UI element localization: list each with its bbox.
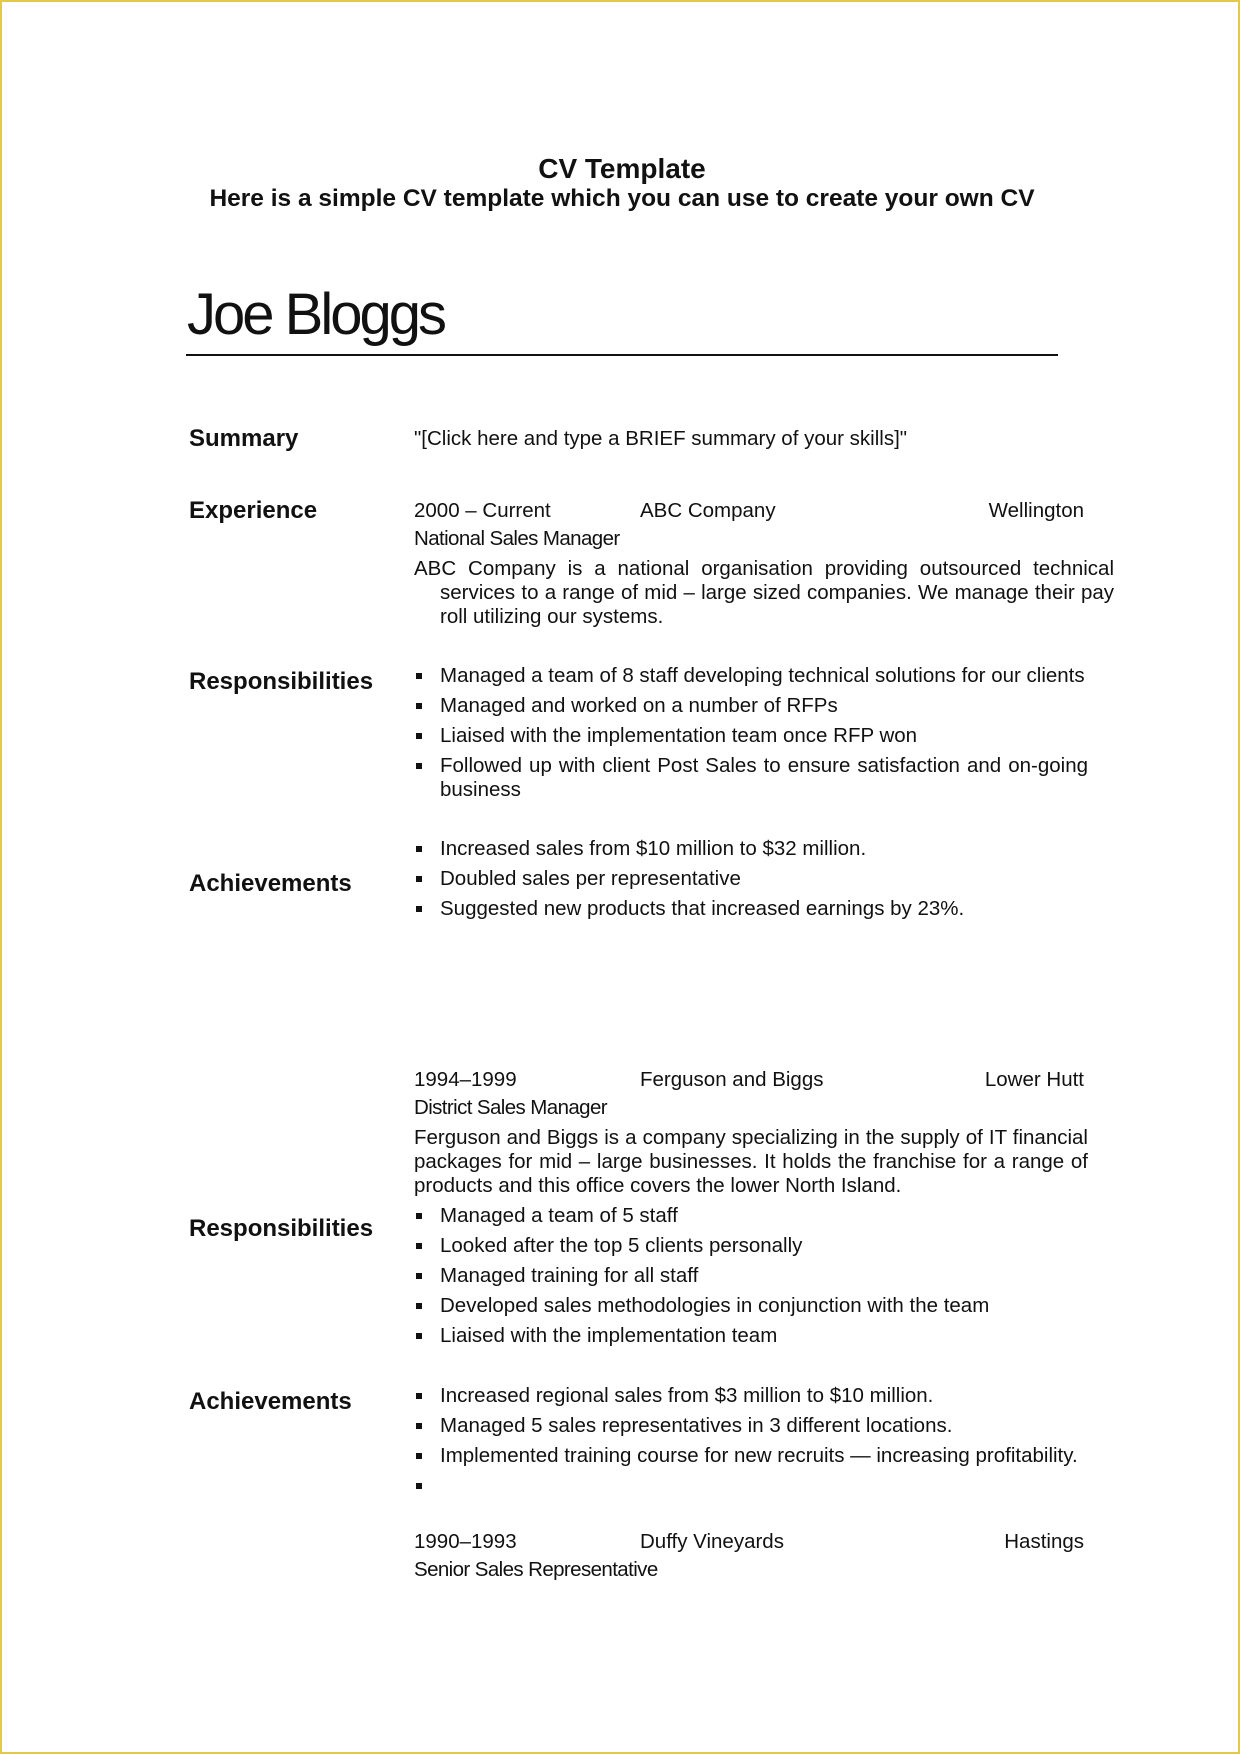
bullet-icon: [416, 906, 422, 912]
job-3-location: Hastings: [1004, 1530, 1084, 1553]
list-item: Increased regional sales from $3 million to $10 million.: [414, 1384, 1088, 1408]
list-item: Managed and worked on a number of RFPs: [414, 694, 1088, 718]
job-2-achievements-list: [414, 1384, 1088, 1504]
job-1-title: National Sales Manager: [414, 527, 620, 550]
bullet-icon: [416, 763, 422, 769]
candidate-name: Joe Bloggs: [187, 282, 444, 347]
job-1-company: ABC Company: [640, 499, 776, 522]
bullet-icon: [416, 1243, 422, 1249]
summary-label: Summary: [189, 425, 299, 452]
document-subtitle: Here is a simple CV template which you can use to create your own CV: [209, 185, 1035, 212]
list-item: Suggested new products that increased earnings by 23%.: [414, 897, 1088, 921]
bullet-icon: [416, 1303, 422, 1309]
bullet-icon: [416, 733, 422, 739]
bullet-icon: [416, 673, 422, 679]
job-2-responsibilities-label: Responsibilities: [189, 1215, 374, 1242]
bullet-icon: [416, 1453, 422, 1459]
job-1-dates: 2000 – Current: [414, 499, 551, 522]
bullet-icon: [416, 876, 422, 882]
list-item: Followed up with client Post Sales to ensure satisfaction and on-going business: [414, 754, 1088, 802]
list-item: [414, 1474, 1088, 1498]
job-3-title: Senior Sales Representative: [414, 1558, 658, 1581]
job-2-company: Ferguson and Biggs: [640, 1068, 824, 1091]
list-item: Increased sales from $10 million to $32 million.: [414, 837, 1088, 861]
job-2-responsibilities-list: [414, 1204, 1088, 1354]
name-divider: [186, 354, 1058, 356]
list-item: Managed a team of 8 staff developing technical solutions for our clients: [414, 664, 1088, 688]
list-item: Doubled sales per representative: [414, 867, 1088, 891]
bullet-icon: [416, 1273, 422, 1279]
bullet-icon: [416, 1213, 422, 1219]
job-1-location: Wellington: [988, 499, 1084, 522]
list-item: Implemented training course for new recruits — increasing profitability.: [414, 1444, 1088, 1468]
list-item: Managed 5 sales representatives in 3 different locations.: [414, 1414, 1088, 1438]
bullet-icon: [416, 1423, 422, 1429]
job-1-responsibilities-label: Responsibilities: [189, 668, 374, 695]
bullet-icon: [416, 703, 422, 709]
list-item: Managed a team of 5 staff: [414, 1204, 1088, 1228]
list-item: Liaised with the implementation team: [414, 1324, 1088, 1348]
summary-text[interactable]: "[Click here and type a BRIEF summary of your skills]": [414, 427, 908, 450]
document-title: CV Template: [538, 153, 706, 184]
list-item: Managed training for all staff: [414, 1264, 1088, 1288]
bullet-icon: [416, 1393, 422, 1399]
list-item: Developed sales methodologies in conjunction with the team: [414, 1294, 1088, 1318]
job-2-achievements-label: Achievements: [189, 1388, 352, 1415]
job-1-achievements-label: Achievements: [189, 870, 352, 897]
job-2-dates: 1994–1999: [414, 1068, 517, 1091]
bullet-icon: [416, 1333, 422, 1339]
list-item: Looked after the top 5 clients personally: [414, 1234, 1088, 1258]
bullet-icon: [416, 1483, 422, 1489]
job-1-description: ABC Company is a national organisation providing outsourced technical services to a range of mid – large sized companies. We manage their pay roll utilizing our systems.: [414, 557, 1114, 628]
job-3-dates: 1990–1993: [414, 1530, 517, 1553]
experience-label: Experience: [189, 497, 318, 524]
bullet-icon: [416, 846, 422, 852]
job-1-achievements-list: [414, 837, 1088, 927]
job-1-responsibilities-list: [414, 664, 1088, 808]
list-item: Liaised with the implementation team once RFP won: [414, 724, 1088, 748]
job-3-company: Duffy Vineyards: [640, 1530, 784, 1553]
job-2-description: Ferguson and Biggs is a company specializing in the supply of IT financial packages for mid – large businesses. It holds the franchise for a range of products and this office covers the lower North Island.: [414, 1126, 1088, 1197]
job-2-location: Lower Hutt: [984, 1068, 1084, 1091]
job-2-title: District Sales Manager: [414, 1096, 608, 1119]
